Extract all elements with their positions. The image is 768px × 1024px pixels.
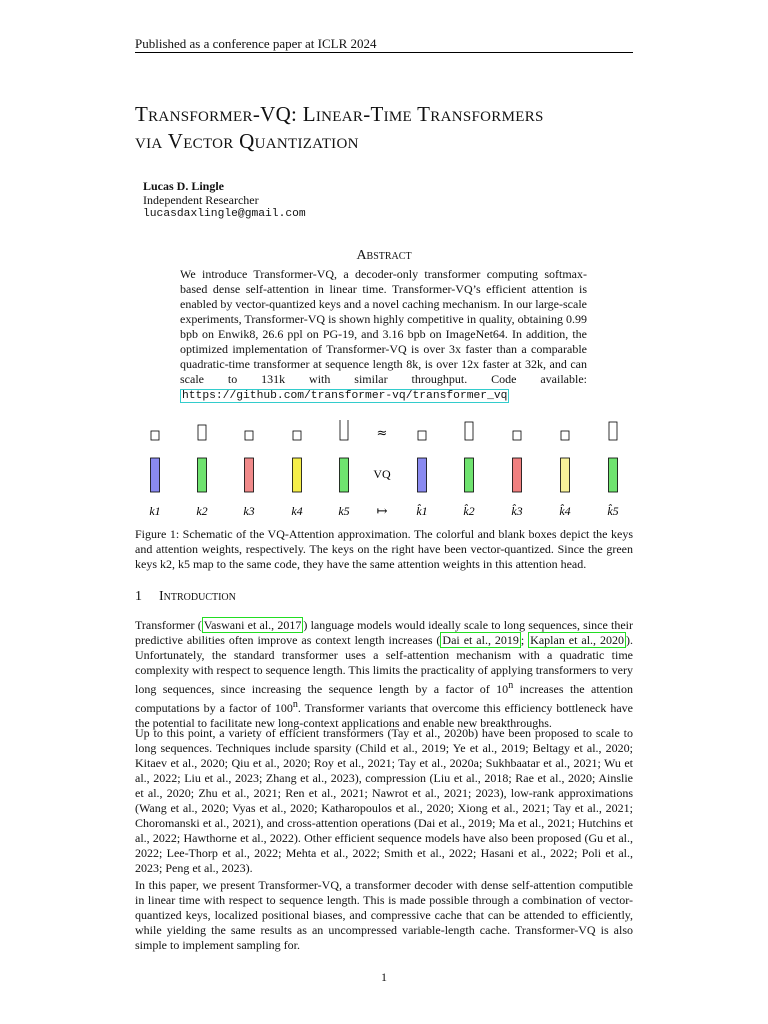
right-key-box-2 xyxy=(465,458,474,492)
left-key-label-3: k3 xyxy=(243,504,255,518)
intro-paragraph-1 xyxy=(135,618,633,731)
figure-vq-schematic xyxy=(135,420,633,525)
text: Transformer ( xyxy=(135,618,202,632)
left-key-box-4 xyxy=(293,458,302,492)
right-weight-box-3 xyxy=(513,431,521,440)
text: ; xyxy=(520,633,529,647)
right-weight-box-2 xyxy=(465,422,473,440)
citation[interactable]: Dai et al., 2019 xyxy=(442,633,519,647)
superscript: n xyxy=(508,680,514,691)
approx-symbol: ≈ xyxy=(376,426,388,441)
left-key-label-5: k5 xyxy=(338,504,350,518)
right-key-box-5 xyxy=(609,458,618,492)
text: ) language models would ideally scale to long sequences, since their predictive abilities often improve as context length increases ( xyxy=(135,618,634,647)
running-header: Published as a conference paper at ICLR 2024 xyxy=(135,36,377,51)
right-weight-box-1 xyxy=(418,431,426,440)
section-heading xyxy=(135,589,236,605)
left-key-label-1: k1 xyxy=(149,504,161,518)
superscript: n xyxy=(292,699,298,710)
vq-label: VQ xyxy=(373,467,391,481)
left-weight-box-1 xyxy=(151,431,159,440)
left-weight-box-4 xyxy=(293,431,301,440)
header-rule xyxy=(135,52,633,53)
right-weight-box-5 xyxy=(609,422,617,440)
section-number: 1 xyxy=(135,589,142,604)
text: increases the attention computations by a factor of 100 xyxy=(135,682,633,715)
left-weight-box-3 xyxy=(245,431,253,440)
title-line-1: Transformer-VQ: Linear-Time Transformers xyxy=(135,102,544,126)
abstract-text xyxy=(180,267,587,404)
figure-caption: Figure 1: Schematic of the VQ-Attention approximation. The colorful and blank boxes depict the keys and attention weights, respectively. The keys on the right have been vector-quantized. Since the green keys k2, k5 map to the same code, they have the same attention weights in this attention head. xyxy=(135,527,633,571)
right-weight-box-4 xyxy=(561,431,569,440)
right-key-box-1 xyxy=(418,458,427,492)
left-weight-box-5 xyxy=(340,420,348,440)
right-key-label-1: k̂1 xyxy=(416,504,428,518)
right-key-label-3: k̂3 xyxy=(511,504,523,518)
author-name: Lucas D. Lingle xyxy=(143,179,225,193)
title-line-2: via Vector Quantization xyxy=(135,129,359,153)
maps-to-symbol: ↦ xyxy=(376,504,388,519)
paper-title xyxy=(135,101,655,155)
right-key-label-5: k̂5 xyxy=(607,504,619,518)
intro-paragraph-2: Up to this point, a variety of efficient transformers (Tay et al., 2020b) have been proposed to scale to long sequences. Techniques include sparsity (Child et al., 2019; Ye et al., 2019; Beltagy et al., 2020; Kitaev et al., 2020; Qiu et al., 2020; Roy et al., 2021; Tay et al., 2020a; Sukhbaatar et al., 2021; Wu et al., 2022; Liu et al., 2023; Zhang et al., 2023), compression (Liu et al., 2018; Rae et al., 2020; Ainslie et al., 2020; Zhu et al., 2021; Ren et al., 2021; Nawrot et al., 2021; 2023), low-rank approximations (Wang et al., 2020; Vyas et al., 2020; Katharopoulos et al., 2020; Xiong et al., 2021; Tay et al., 2021; Choromanski et al., 2021), and cross-attention operations (Dai et al., 2019; Ma et al., 2021; Hutchins et al., 2022; Hawthorne et al., 2022). Other efficient sequence models have also been proposed (Gu et al., 2022; Lee-Thorp et al., 2022; Mehta et al., 2022; Smith et al., 2022; Hasani et al., 2022; Poli et al., 2023; Peng et al., 2023). xyxy=(135,726,633,875)
right-key-label-2: k̂2 xyxy=(463,504,475,518)
abstract-body: We introduce Transformer-VQ, a decoder-only transformer computing softmax-based dense self-attention in linear time. Transformer-VQ’s efficient attention is enabled by vector-quantized keys and a novel caching mechanism. In our large-scale experiments, Transformer-VQ is shown highly competitive in quality, obtaining 0.99 bpb on Enwik8, 26.6 ppl on PG-19, and 3.16 bpb on ImageNet64. In addition, the optimized implementation of Transformer-VQ is over 3x faster than a comparable quadratic-time transformer at sequence length 8k, is over 12x faster at 32k, and can scale to 131k with similar throughput. Code available: xyxy=(180,267,587,386)
left-key-box-3 xyxy=(245,458,254,492)
author-affiliation: Independent Researcher xyxy=(143,193,259,207)
left-key-label-2: k2 xyxy=(196,504,208,518)
page-number: 1 xyxy=(381,970,387,984)
author-block xyxy=(143,179,306,221)
abstract-heading: Abstract xyxy=(356,248,412,263)
right-key-label-4: k̂4 xyxy=(559,504,571,518)
text: ). Unfortunately, the standard transformer uses a self-attention mechanism with a quadratic time complexity with respect to sequence length. This limits the practicality of applying transformers to very long sequences, since increasing the sequence length by a factor of 10 xyxy=(135,633,633,696)
section-title: Introduction xyxy=(159,589,236,604)
citation[interactable]: Vaswani et al., 2017 xyxy=(203,618,302,632)
right-key-box-4 xyxy=(561,458,570,492)
left-key-label-4: k4 xyxy=(291,504,303,518)
left-key-box-5 xyxy=(340,458,349,492)
left-key-box-1 xyxy=(151,458,160,492)
citation[interactable]: Kaplan et al., 2020 xyxy=(530,633,624,647)
code-link[interactable]: https://github.com/transformer-vq/transformer_vq xyxy=(182,390,508,402)
author-email[interactable]: lucasdaxlingle@gmail.com xyxy=(143,208,306,220)
intro-paragraph-3: In this paper, we present Transformer-VQ, a transformer decoder with dense self-attention computible in linear time with respect to sequence length. This is made possible through a combination of vector-quantized keys, localized positional biases, and compressive cache that can be attended to efficiently, while yielding the same results as an uncompressed variable-length cache. Transformer-VQ is also simple to implement sampling for. xyxy=(135,878,633,952)
left-weight-box-2 xyxy=(198,425,206,440)
left-key-box-2 xyxy=(198,458,207,492)
text: . Transformer variants that overcome this efficiency bottleneck have the potential to facilitate new long-context applications and enable new breakthroughs. xyxy=(135,701,633,730)
right-key-box-3 xyxy=(513,458,522,492)
